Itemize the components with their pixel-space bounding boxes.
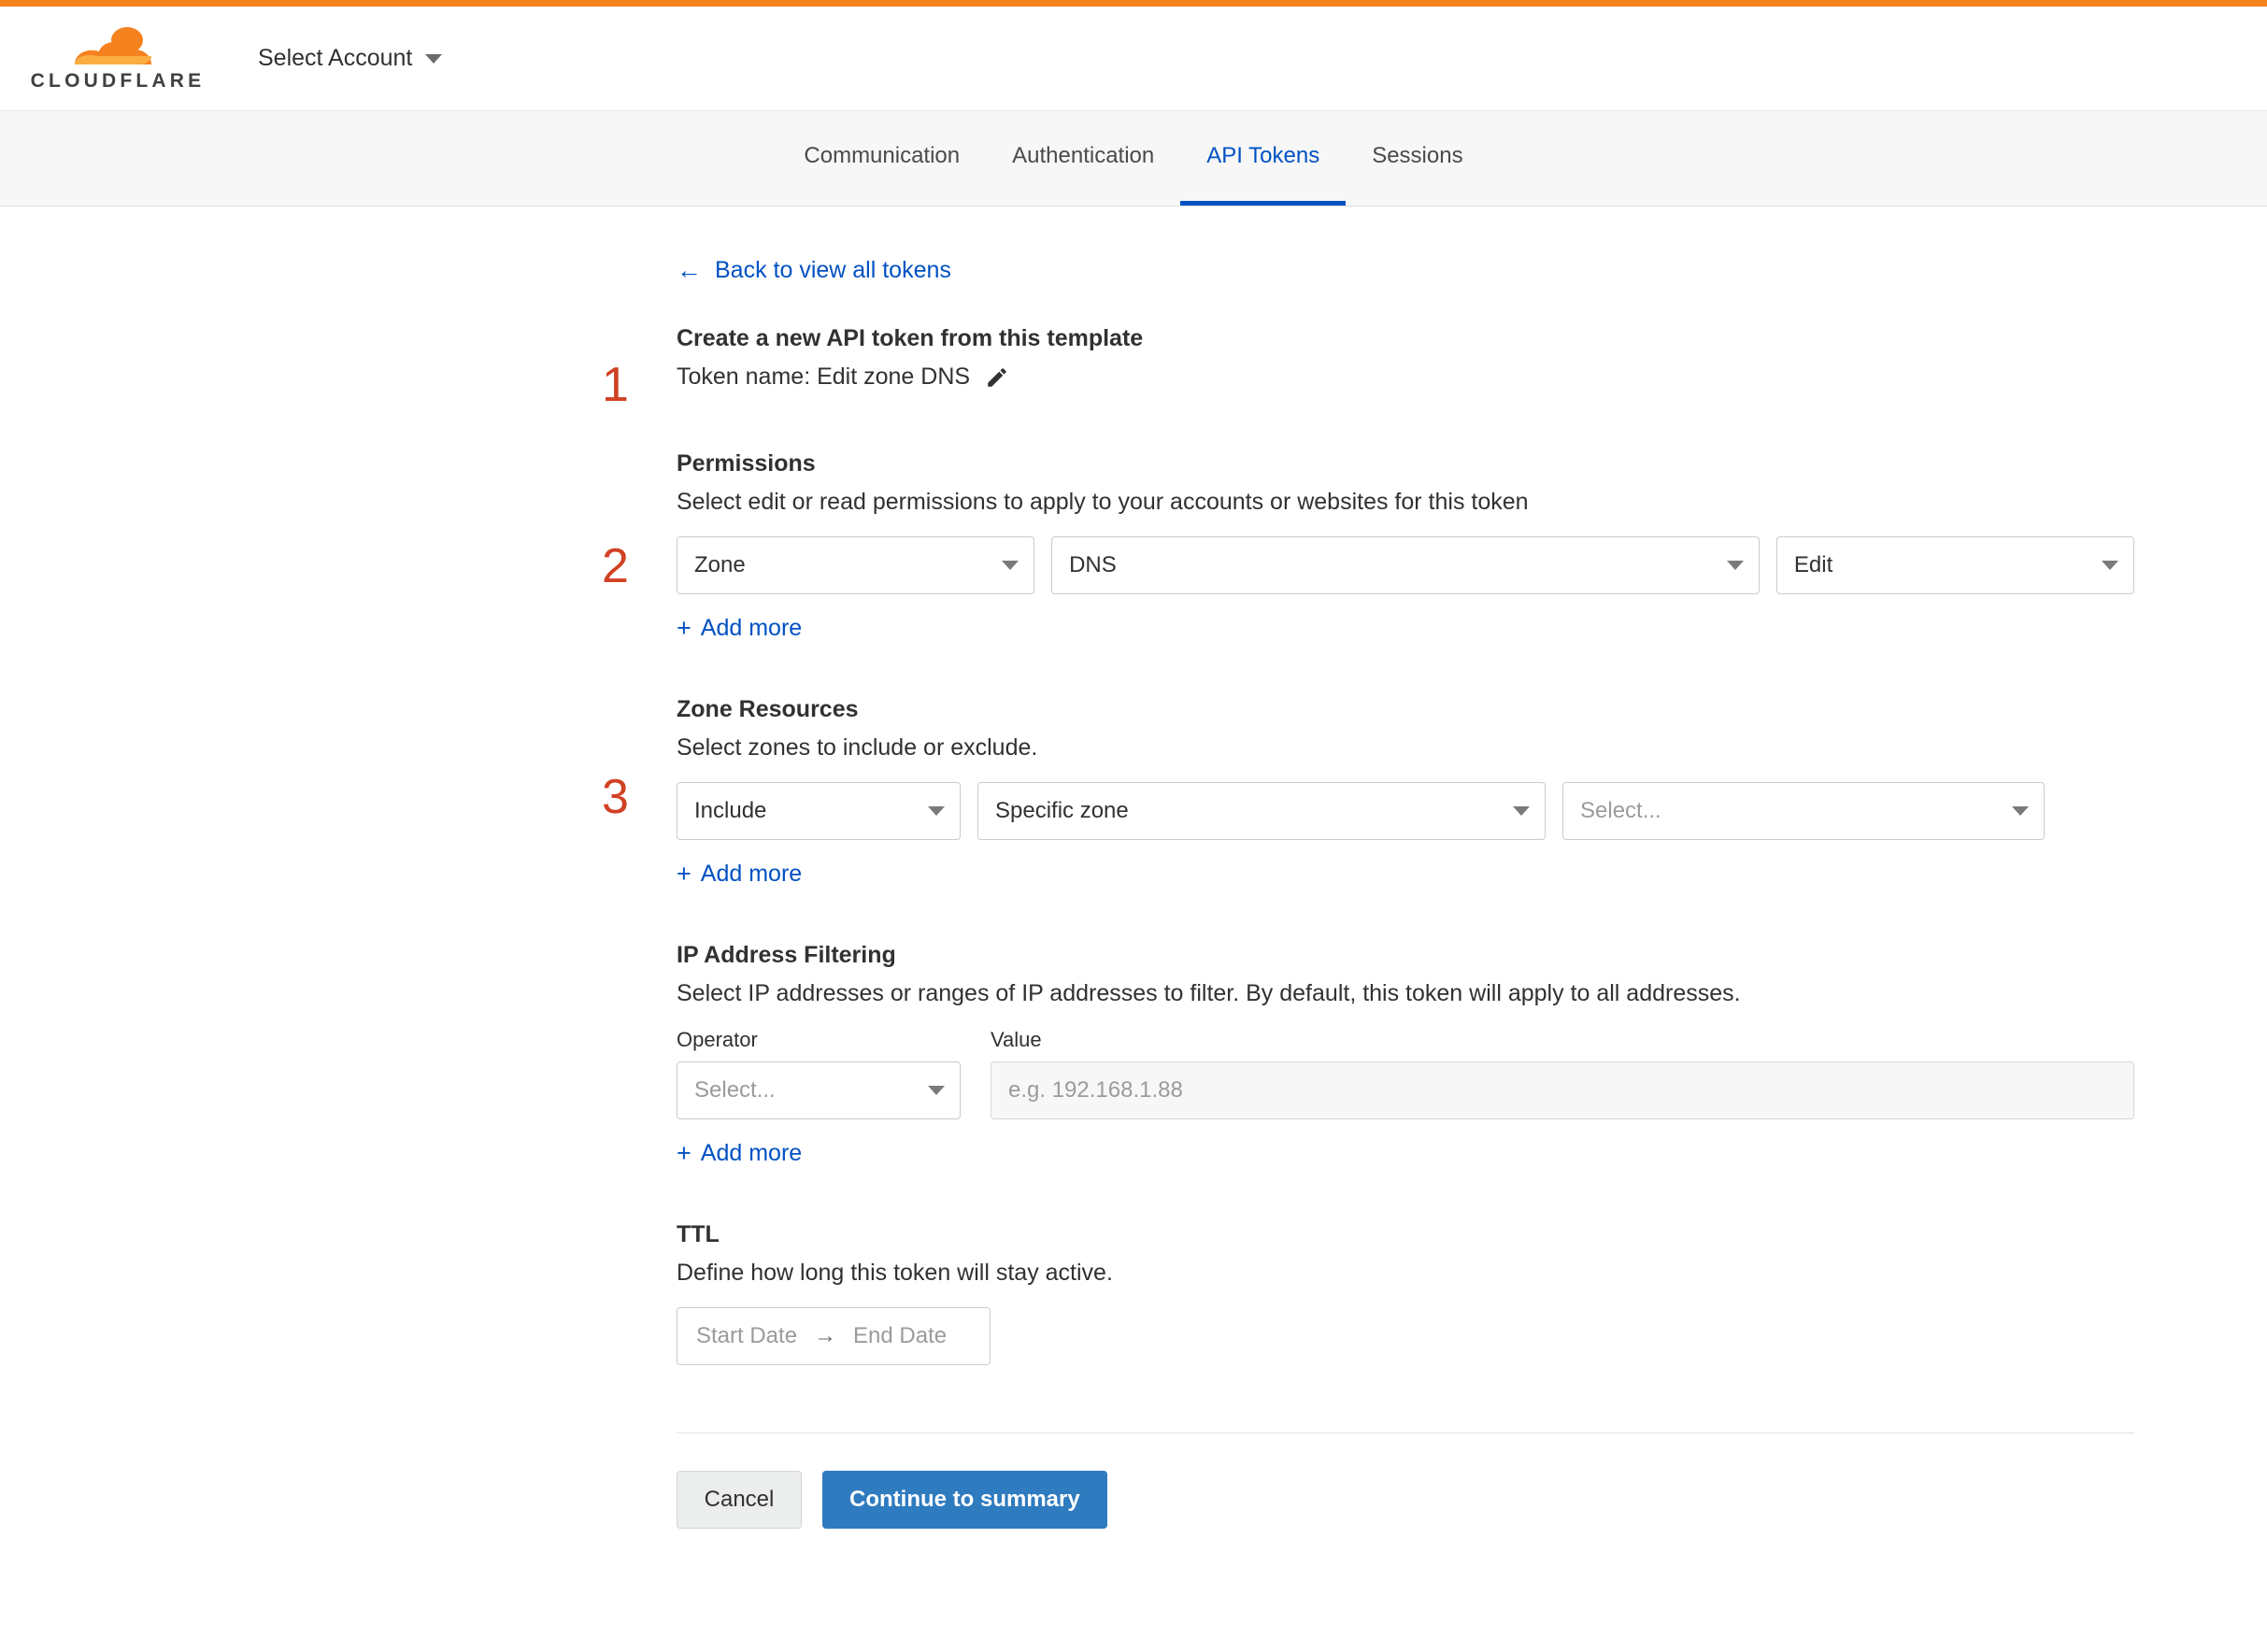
ip-filtering-block	[677, 942, 2134, 1167]
account-selector[interactable]	[258, 45, 442, 72]
back-to-all-tokens-link[interactable]	[677, 257, 2134, 284]
chevron-down-icon	[2102, 561, 2118, 570]
chevron-down-icon	[425, 54, 442, 64]
step-number-3: 3	[602, 770, 629, 824]
step-number-2: 2	[602, 539, 629, 593]
ttl-end-date: End Date	[853, 1323, 948, 1348]
ip-filtering-add-more-label: Add more	[700, 1140, 803, 1166]
chevron-down-icon	[928, 806, 945, 816]
zone-resources-add-more-button[interactable]	[677, 861, 2134, 888]
plus-icon: +	[677, 1139, 692, 1167]
permissions-block	[602, 450, 2134, 642]
permissions-add-more-button[interactable]	[677, 615, 2134, 642]
zone-resources-row	[677, 782, 2134, 840]
ip-filtering-add-more-button[interactable]	[677, 1140, 2134, 1167]
ttl-date-range-picker[interactable]	[677, 1307, 991, 1365]
zone-resources-description: Select zones to include or exclude.	[677, 734, 1038, 761]
ttl-start-date: Start Date	[696, 1323, 798, 1348]
ip-operator-select[interactable]	[677, 1061, 961, 1119]
zone-resources-title: Zone Resources	[677, 696, 859, 722]
chevron-down-icon	[2012, 806, 2029, 816]
tab-sessions[interactable]	[1346, 111, 1489, 206]
cloudflare-logo[interactable]	[26, 25, 209, 93]
app-header	[0, 7, 2267, 111]
tab-communication[interactable]	[777, 111, 986, 206]
top-accent-bar	[0, 0, 2267, 7]
permission-resource-value: DNS	[1069, 552, 1117, 577]
ip-operator-value: Select...	[694, 1077, 776, 1103]
plus-icon: +	[677, 860, 692, 888]
permissions-title: Permissions	[677, 450, 816, 477]
ip-filtering-row	[677, 1028, 2134, 1119]
zone-resources-block	[602, 696, 2134, 888]
operator-label: Operator	[677, 1028, 758, 1051]
continue-button-label: Continue to summary	[849, 1487, 1080, 1512]
token-name-row	[677, 363, 2134, 391]
ip-filtering-description: Select IP addresses or ranges of IP addresses to filter. By default, this token will apply to all addresses.	[677, 980, 1741, 1006]
ttl-title: TTL	[677, 1221, 720, 1247]
footer-divider	[677, 1432, 2134, 1433]
ip-value-input[interactable]	[991, 1061, 2134, 1119]
permission-scope-value: Zone	[694, 552, 746, 577]
form-actions	[677, 1471, 2134, 1529]
permission-access-select[interactable]	[1776, 536, 2134, 594]
zone-picker-value: Select...	[1580, 798, 1661, 823]
permission-resource-select[interactable]	[1051, 536, 1760, 594]
permission-access-value: Edit	[1793, 552, 1833, 577]
permissions-description: Select edit or read permissions to apply to your accounts or websites for this token	[677, 489, 1529, 515]
tab-sessions-label: Sessions	[1372, 143, 1463, 168]
ip-value-placeholder: e.g. 192.168.1.88	[1008, 1077, 1183, 1103]
continue-to-summary-button[interactable]	[822, 1471, 1107, 1529]
create-token-block	[602, 325, 2134, 412]
cancel-button[interactable]	[677, 1471, 802, 1529]
arrow-left-icon: ←	[677, 256, 702, 284]
token-name-text: Token name: Edit zone DNS	[677, 363, 971, 390]
pencil-icon[interactable]	[985, 365, 1009, 390]
chevron-down-icon	[1002, 561, 1019, 570]
page-content	[0, 206, 2267, 1529]
chevron-down-icon	[1727, 561, 1744, 570]
cloudflare-cloud-icon	[65, 25, 170, 68]
permissions-add-more-label: Add more	[700, 615, 803, 641]
tab-communication-label: Communication	[804, 143, 961, 168]
account-selector-label: Select Account	[258, 45, 413, 71]
cloudflare-wordmark: CLOUDFLARE	[30, 69, 206, 92]
tab-authentication[interactable]	[986, 111, 1180, 206]
back-link-label: Back to view all tokens	[715, 257, 951, 283]
tab-api-tokens-label: API Tokens	[1206, 143, 1320, 168]
zone-scope-select[interactable]	[977, 782, 1546, 840]
zone-scope-value: Specific zone	[995, 798, 1129, 823]
ip-filtering-title: IP Address Filtering	[677, 942, 896, 968]
chevron-down-icon	[1513, 806, 1530, 816]
tab-api-tokens[interactable]	[1180, 111, 1346, 206]
ttl-block	[677, 1221, 2134, 1365]
step-number-1: 1	[602, 358, 629, 412]
section-tabs	[0, 111, 2267, 206]
arrow-right-icon: →	[814, 1323, 837, 1348]
chevron-down-icon	[928, 1086, 945, 1095]
value-label: Value	[991, 1028, 1042, 1051]
permissions-row	[677, 536, 2134, 594]
form-container	[602, 256, 2134, 1529]
ttl-description: Define how long this token will stay active.	[677, 1260, 1113, 1286]
tab-authentication-label: Authentication	[1012, 143, 1155, 168]
zone-picker-select[interactable]	[1562, 782, 2045, 840]
zone-inclusion-value: Include	[694, 798, 767, 823]
cancel-button-label: Cancel	[704, 1487, 775, 1512]
permission-scope-select[interactable]	[677, 536, 1034, 594]
page-title: Create a new API token from this template	[677, 325, 1144, 351]
zone-inclusion-select[interactable]	[677, 782, 961, 840]
zone-resources-add-more-label: Add more	[700, 861, 803, 887]
plus-icon: +	[677, 614, 692, 642]
